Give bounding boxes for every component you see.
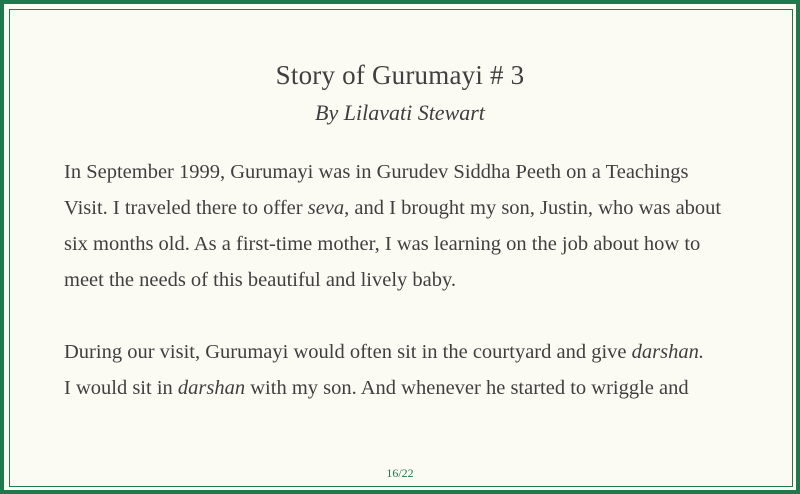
- text-segment: , and I brought my son, Justin, who was about: [344, 197, 722, 219]
- author-byline: By Lilavati Stewart: [315, 100, 485, 125]
- text-segment: During our visit, Gurumayi would often sit in the courtyard and give: [64, 341, 632, 363]
- paragraph-2-line-1: [64, 334, 764, 370]
- paragraph-1-line-2: [64, 190, 764, 226]
- page-indicator: 16/22: [386, 466, 414, 480]
- paragraph-1-line-4: meet the needs of this beautiful and lively baby.: [64, 269, 457, 291]
- paragraph-1: [64, 154, 764, 298]
- italic-term-darshan: darshan.: [631, 341, 704, 363]
- text-segment: with my son. And whenever he started to wriggle and: [245, 377, 689, 399]
- story-title: Story of Gurumayi # 3: [275, 60, 525, 90]
- paragraph-1-line-1: In September 1999, Gurumayi was in Gurudev Siddha Peeth on a Teachings: [64, 161, 689, 183]
- text-segment: I would sit in: [64, 377, 178, 399]
- italic-term-darshan: darshan: [177, 377, 246, 399]
- paragraph-2-line-2: [64, 370, 764, 406]
- paragraph-1-line-3: six months old. As a first-time mother, I was learning on the job about how to: [64, 233, 701, 255]
- text-segment: Visit. I traveled there to offer: [64, 197, 308, 219]
- paragraph-2: [64, 334, 764, 406]
- italic-term-seva: seva: [307, 197, 345, 219]
